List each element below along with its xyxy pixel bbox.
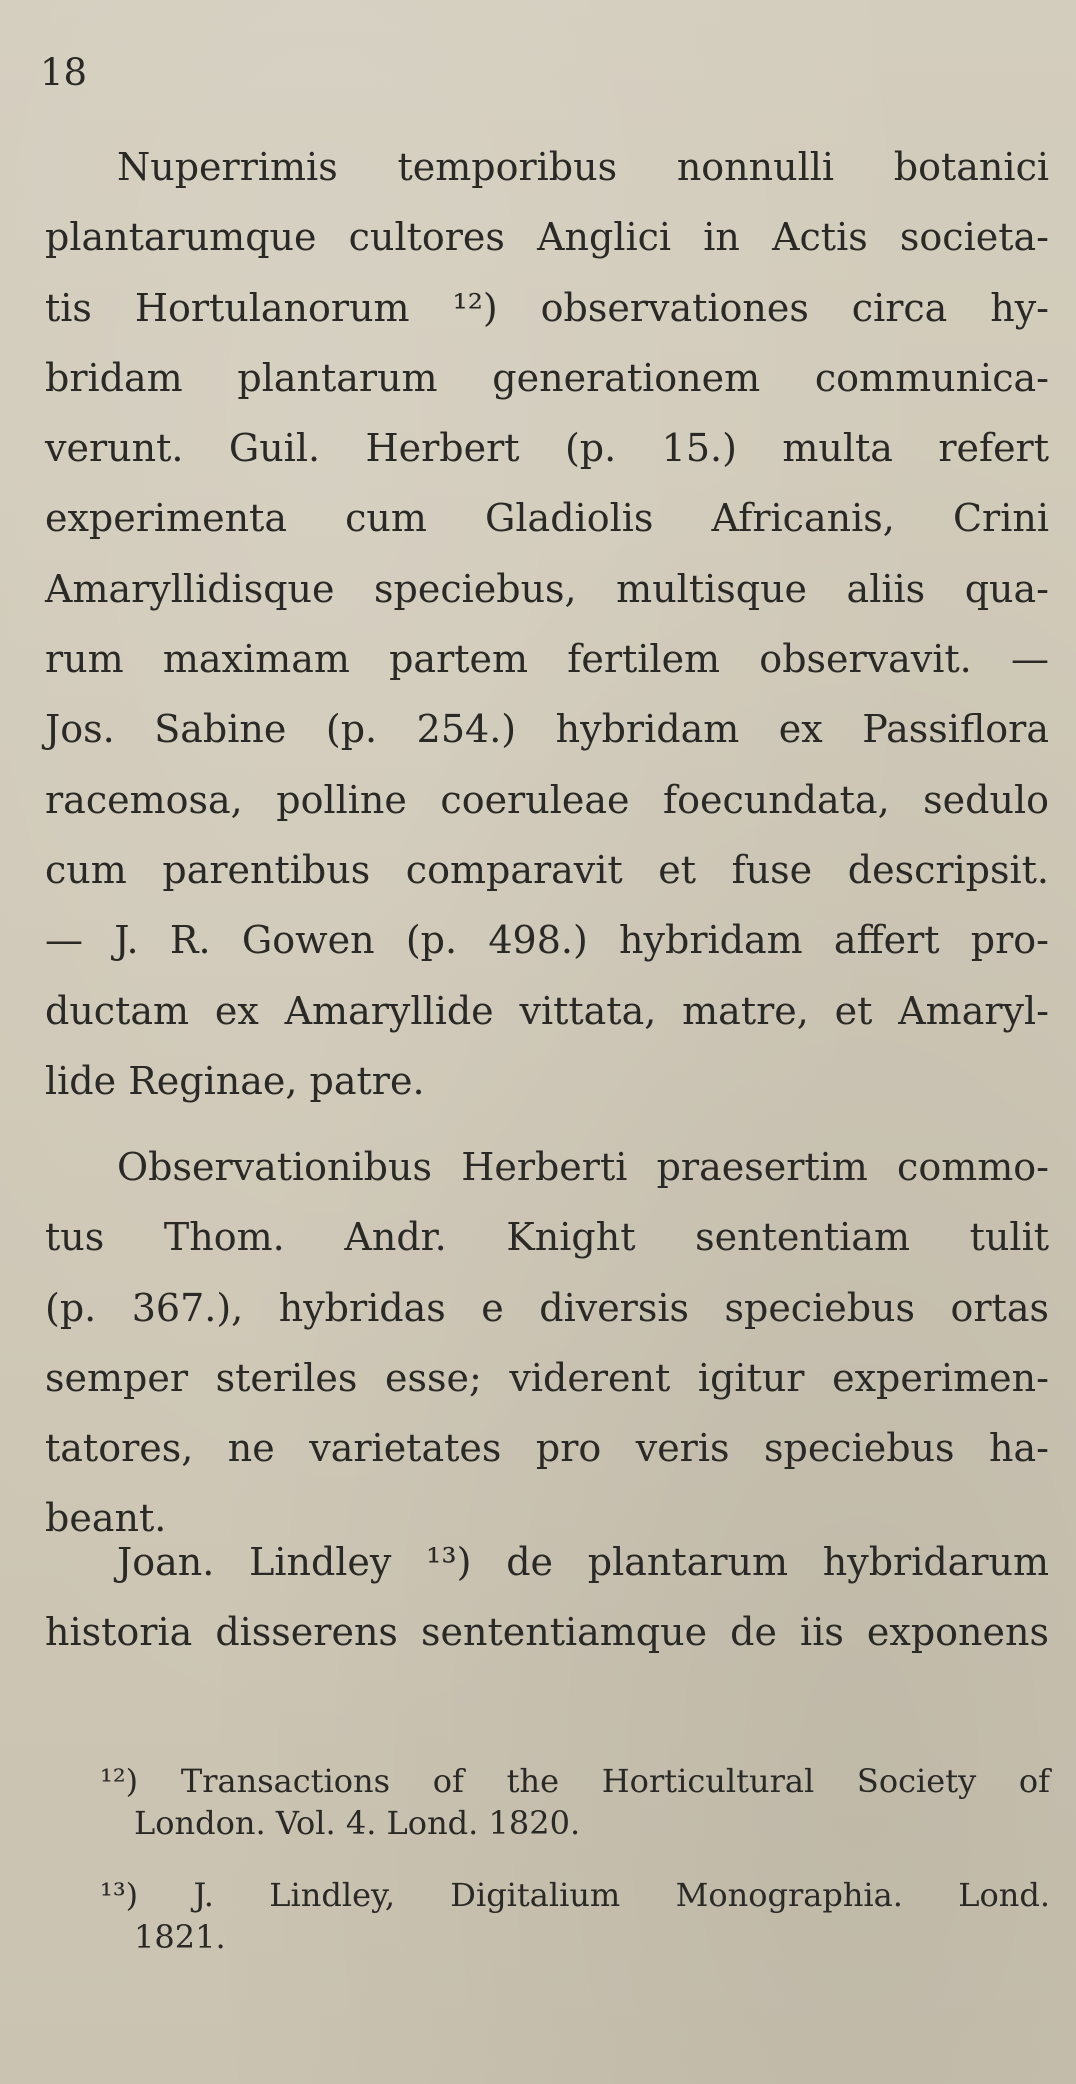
text-line: racemosa, polline coeruleae foecundata, sedulo [45, 777, 1049, 822]
text-line: Observationibus Herberti praesertim commo- [117, 1145, 1049, 1189]
text-line: cum parentibus comparavit et fuse descripsit. [45, 847, 1049, 892]
body-paragraph [45, 132, 1049, 1116]
text-line: Amaryllidisque speciebus, multisque aliis qua- [45, 566, 1049, 611]
text-line: historia disserens sententiamque de iis exponens [45, 1610, 1049, 1655]
text-line: verunt. Guil. Herbert (p. 15.) multa refert [45, 426, 1049, 471]
text-line: semper steriles esse; viderent igitur experimen- [45, 1355, 1049, 1400]
footnote [100, 1874, 1050, 1958]
text-line: rum maximam partem fertilem observavit. — [45, 637, 1049, 682]
footnote-line: ¹²) Transactions of the Horticultural Society of [100, 1762, 1050, 1800]
text-line: lide Reginae, patre. [45, 1058, 425, 1103]
text-line: — J. R. Gowen (p. 498.) hybridam affert pro- [45, 918, 1049, 963]
text-line: ductam ex Amaryllide vittata, matre, et Amaryl- [45, 988, 1049, 1033]
body-paragraph [45, 1132, 1049, 1554]
text-line: tatores, ne varietates pro veris speciebus ha- [45, 1426, 1049, 1471]
body-paragraph [45, 1527, 1049, 1668]
text-line: plantarumque cultores Anglici in Actis societa- [45, 215, 1049, 260]
page-number: 18 [40, 51, 88, 94]
text-line: experimenta cum Gladiolis Africanis, Crini [45, 496, 1049, 541]
text-line: tus Thom. Andr. Knight sententiam tulit [45, 1215, 1049, 1260]
text-line: (p. 367.), hybridas e diversis speciebus ortas [45, 1285, 1049, 1330]
footnote-line: 1821. [134, 1918, 226, 1956]
footnote-line: London. Vol. 4. Lond. 1820. [134, 1804, 581, 1842]
text-line: tis Hortulanorum ¹²) observationes circa hy- [45, 285, 1049, 330]
footnote-line: ¹³) J. Lindley, Digitalium Monographia. Lond. [100, 1876, 1050, 1914]
text-line: Jos. Sabine (p. 254.) hybridam ex Passiflora [45, 707, 1049, 752]
text-line: beant. [45, 1496, 167, 1541]
text-line: bridam plantarum generationem communica- [45, 355, 1049, 400]
text-line: Joan. Lindley ¹³) de plantarum hybridarum [117, 1540, 1049, 1584]
footnote [100, 1760, 1050, 1844]
footnotes [100, 1760, 1050, 1958]
text-line: Nuperrimis temporibus nonnulli botanici [117, 145, 1049, 189]
